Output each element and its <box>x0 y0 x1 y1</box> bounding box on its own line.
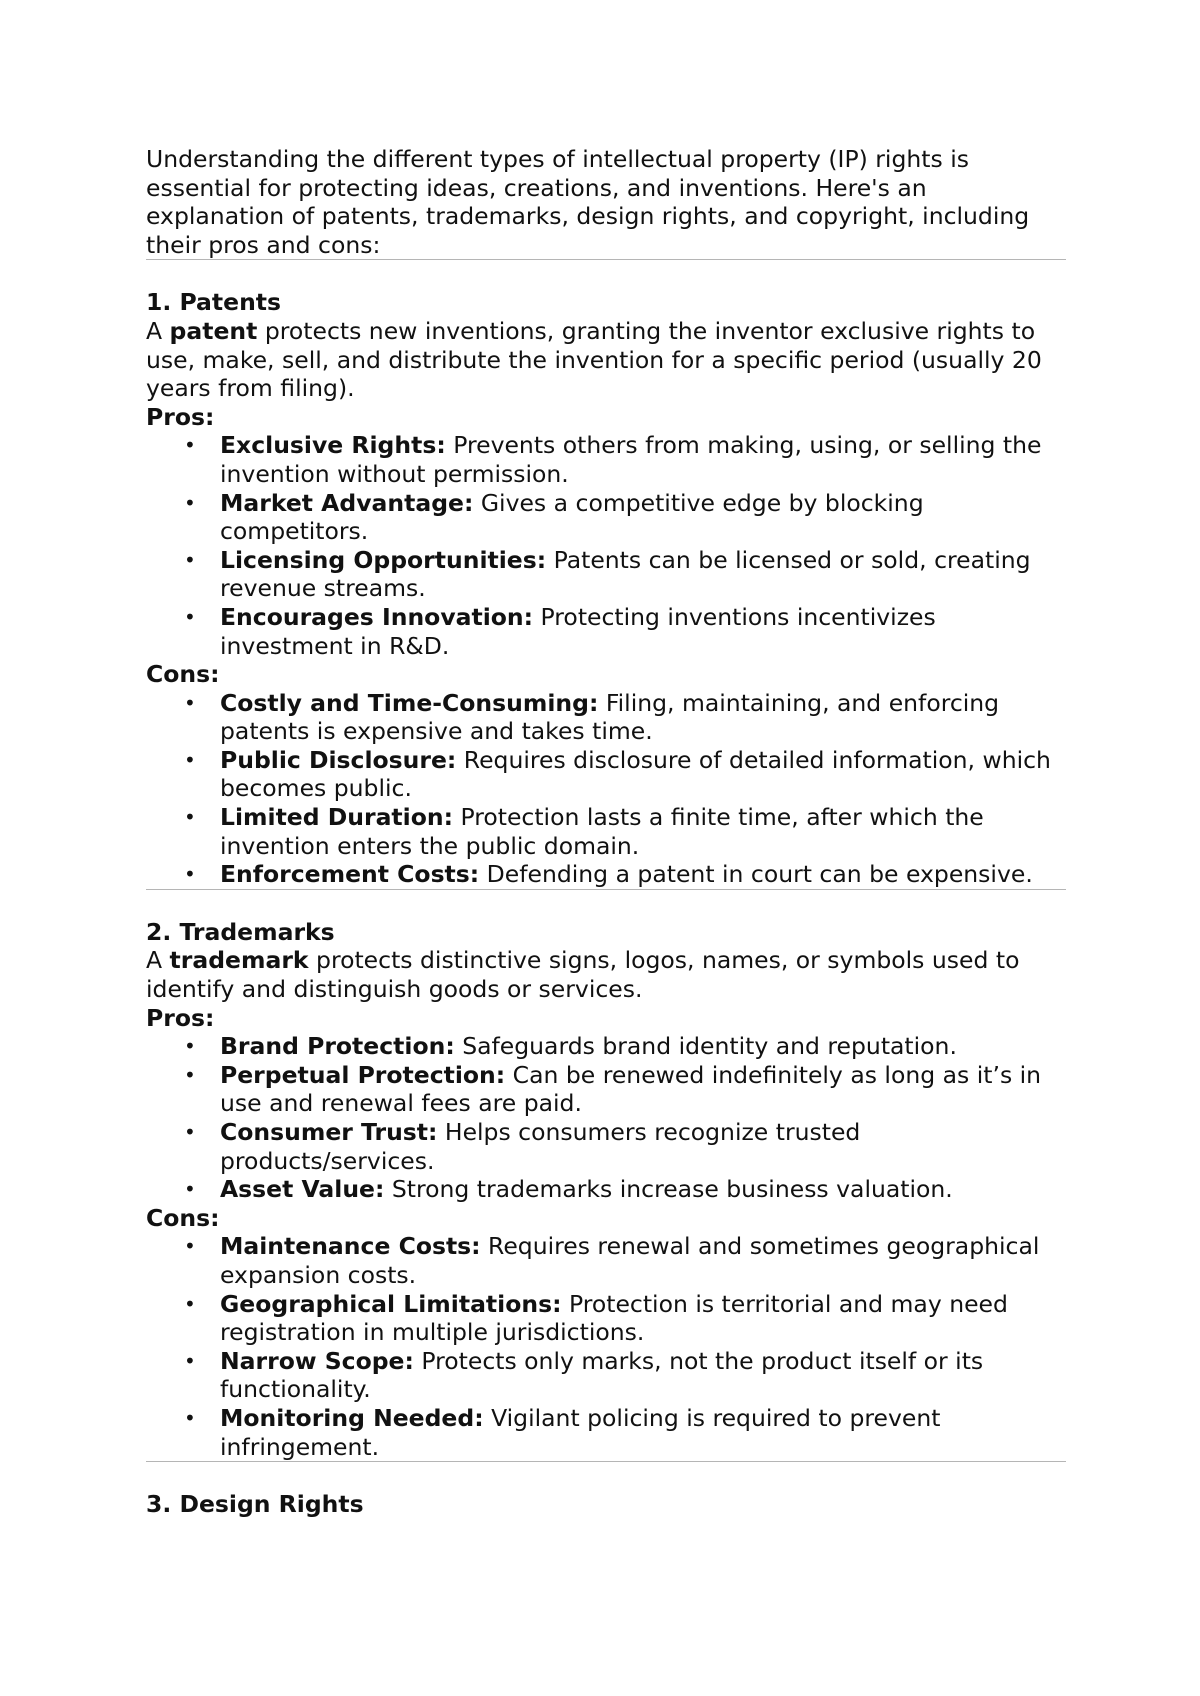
list-item <box>146 1032 1066 1061</box>
design-rights-section <box>146 1490 1066 1519</box>
bullet-icon: • <box>184 1234 196 1259</box>
item-term: Monitoring Needed: <box>220 1403 484 1432</box>
item-text: Protecting inventions incentivizes investment in R&D. <box>220 602 936 660</box>
item-term: Consumer Trust: <box>220 1118 438 1146</box>
bullet-icon: • <box>184 433 196 458</box>
item-text: Prevents others from making, using, or selling the invention without permission. <box>220 431 1042 488</box>
bullet-icon: • <box>184 604 196 629</box>
item-term: Encourages Innovation: <box>220 602 534 631</box>
desc-term: trademark <box>169 946 309 975</box>
pros-label: Pros: <box>146 1003 215 1032</box>
patents-section <box>146 288 1066 888</box>
bullet-icon: • <box>184 1291 196 1316</box>
list-item <box>146 1175 1066 1204</box>
list-item <box>146 746 1066 803</box>
list-item <box>146 489 1066 546</box>
item-term: Enforcement Costs: <box>220 860 480 889</box>
intro-paragraph: Understanding the different types of intellectual property (IP) rights is essential for protecting ideas, creations, and inventions. Here's an explanation of patents, trademarks, design rights, and copyright, including their pros and cons: <box>146 145 1030 259</box>
list-item <box>146 860 1066 889</box>
bullet-icon: • <box>184 547 196 572</box>
item-text: Strong trademarks increase business valuation. <box>384 1175 953 1204</box>
item-text: Patents can be licensed or sold, creating revenue streams. <box>220 545 1031 603</box>
section-title-patents: 1. Patents <box>146 288 282 317</box>
item-term: Exclusive Rights: <box>220 431 446 460</box>
item-term: Market Advantage: <box>220 488 474 517</box>
desc-prefix: A <box>146 946 170 975</box>
bullet-icon: • <box>184 805 196 830</box>
trademarks-section <box>146 918 1066 1461</box>
bullet-icon: • <box>184 490 196 515</box>
list-item <box>146 431 1066 488</box>
cons-label: Cons: <box>146 1203 220 1232</box>
pros-label: Pros: <box>146 402 215 431</box>
section-divider <box>146 889 1066 890</box>
item-text: Safeguards brand identity and reputation. <box>454 1032 957 1061</box>
section-title-design-rights: 3. Design Rights <box>146 1490 364 1519</box>
bullet-icon: • <box>184 1120 196 1144</box>
item-text: Filing, maintaining, and enforcing patents is expensive and takes time. <box>220 688 1000 746</box>
bullet-icon: • <box>184 1177 196 1202</box>
section-divider <box>146 259 1066 260</box>
trademarks-description <box>146 946 1066 1003</box>
item-term: Narrow Scope: <box>220 1346 414 1375</box>
patents-cons-list <box>146 689 1066 889</box>
list-item <box>146 1118 1066 1175</box>
item-text: Gives a competitive edge by blocking competitors. <box>220 488 924 546</box>
cons-label: Cons: <box>146 660 220 689</box>
trademarks-cons-list <box>146 1232 1066 1461</box>
item-text: Protects only marks, not the product itself or its functionality. <box>220 1346 984 1404</box>
item-text: Vigilant policing is required to prevent infringement. <box>220 1403 941 1461</box>
desc-rest: protects distinctive signs, logos, names, or symbols used to identify and distinguish goods or services. <box>146 946 1020 1004</box>
patents-pros-list <box>146 431 1066 660</box>
bullet-icon: • <box>184 1034 196 1059</box>
item-term: Costly and Time-Consuming: <box>220 688 599 717</box>
item-text: Protection lasts a finite time, after which the invention enters the public domain. <box>220 803 984 860</box>
section-divider <box>146 1461 1066 1462</box>
item-term: Maintenance Costs: <box>220 1232 481 1261</box>
bullet-icon: • <box>184 690 196 715</box>
item-term: Asset Value: <box>220 1175 385 1204</box>
bullet-icon: • <box>184 747 196 772</box>
item-term: Limited Duration: <box>220 803 453 832</box>
patents-description <box>146 317 1066 403</box>
item-term: Perpetual Protection: <box>220 1060 506 1089</box>
desc-term: patent <box>169 316 258 345</box>
list-item <box>146 689 1066 746</box>
desc-rest: protects new inventions, granting the inventor exclusive rights to use, make, sell, and distribute the invention for a specific period (usually 20 years from filing). <box>146 316 1042 403</box>
section-title-trademarks: 2. Trademarks <box>146 917 335 946</box>
item-term: Geographical Limitations: <box>220 1289 562 1318</box>
list-item <box>146 1290 1066 1347</box>
trademarks-pros-list <box>146 1032 1066 1204</box>
item-term: Licensing Opportunities: <box>220 545 547 574</box>
list-item <box>146 1232 1066 1289</box>
bullet-icon: • <box>184 1405 196 1430</box>
desc-prefix: A <box>146 316 170 345</box>
item-text: Can be renewed indefinitely as long as it’s in use and renewal fees are paid. <box>220 1060 1042 1118</box>
list-item <box>146 1404 1066 1461</box>
list-item <box>146 1347 1066 1404</box>
bullet-icon: • <box>184 1062 196 1087</box>
list-item <box>146 546 1066 603</box>
item-text: Helps consumers recognize trusted products/services. <box>220 1118 861 1175</box>
list-item <box>146 803 1066 860</box>
bullet-icon: • <box>184 862 196 887</box>
item-text: Defending a patent in court can be expensive. <box>479 860 1033 889</box>
bullet-icon: • <box>184 1348 196 1373</box>
item-term: Public Disclosure: <box>220 745 457 774</box>
list-item <box>146 1061 1066 1118</box>
item-text: Requires renewal and sometimes geographical expansion costs. <box>220 1232 1040 1289</box>
item-term: Brand Protection: <box>220 1032 455 1061</box>
item-text: Protection is territorial and may need registration in multiple jurisdictions. <box>220 1289 1008 1347</box>
document-page <box>146 145 1066 1519</box>
list-item <box>146 603 1066 660</box>
item-text: Requires disclosure of detailed information, which becomes public. <box>220 745 1051 803</box>
